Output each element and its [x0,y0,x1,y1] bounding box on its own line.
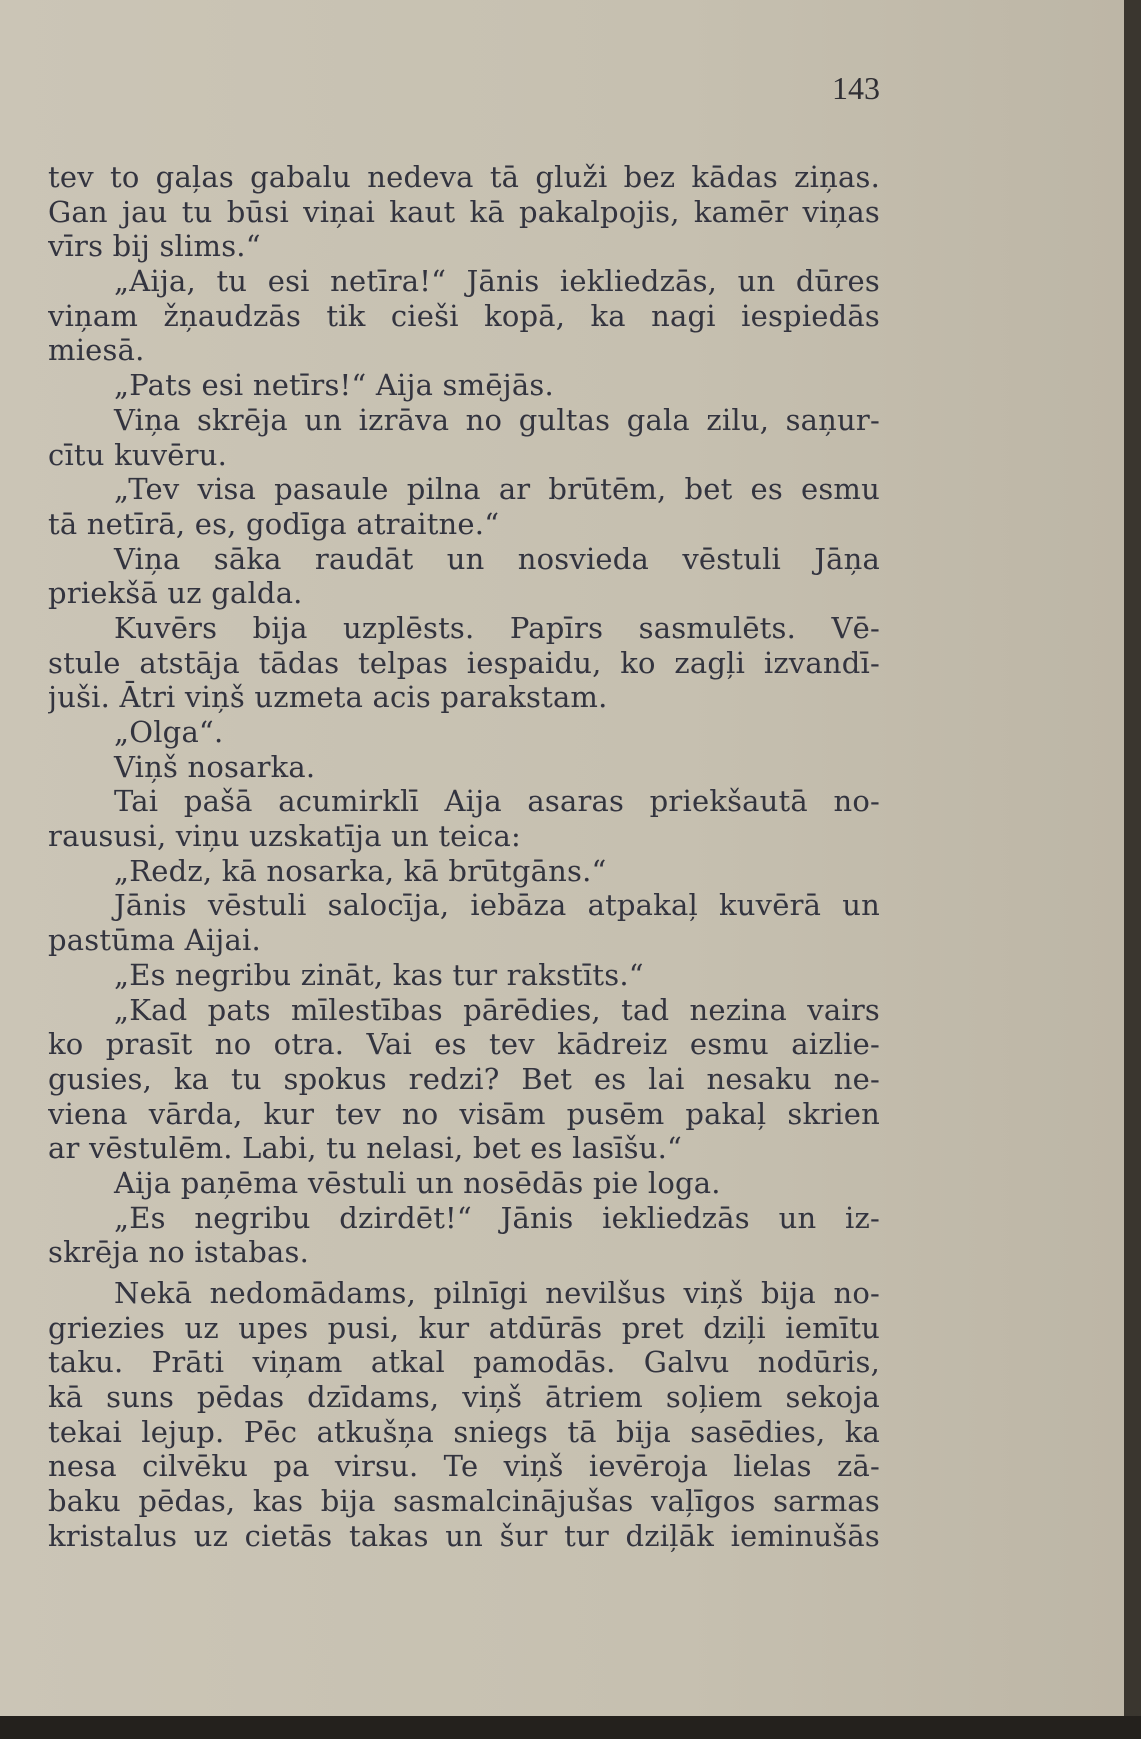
text-line: nesa cilvēku pa virsu. Te viņš ievēroja lielas zā- [48,1449,880,1484]
text-line: taku. Prāti viņam atkal pamodās. Galvu nodūris, [48,1345,880,1380]
text-line: „Kad pats mīlestības pārēdies, tad nezina vairs [114,992,880,1027]
text-line: priekšā uz galda. [48,576,303,611]
text-line: Tai pašā acumirklī Aija asaras priekšautā no- [114,784,880,819]
body-text [48,160,880,1554]
text-line: Gan jau tu būsi viņai kaut kā pakalpojis, kamēr viņas [48,194,880,229]
text-line: stule atstāja tādas telpas iespaidu, ko zagļi izvandī- [48,645,880,680]
text-line: „Aija, tu esi netīra!“ Jānis iekliedzās, un dūres [114,264,880,299]
text-line: griezies uz upes pusi, kur atdūrās pret dziļi iemītu [48,1310,880,1345]
text-line: raususi, viņu uzskatīja un teica: [48,819,521,854]
text-line: „Olga“. [114,715,224,749]
text-line: ar vēstulēm. Labi, tu nelasi, bet es lasīšu.“ [48,1131,683,1166]
text-line: Viņa skrēja un izrāva no gultas gala zilu, saņur- [114,402,880,437]
text-line: „Tev visa pasaule pilna ar brūtēm, bet es esmu [114,472,880,507]
text-line: viena vārda, kur tev no visām pusēm pakaļ skrien [48,1096,880,1131]
text-line: tekai lejup. Pēc atkušņa sniegs tā bija sasēdies, ka [48,1414,880,1449]
text-line: skrēja no istabas. [48,1235,309,1270]
text-line: baku pēdas, kas bija sasmalcinājušas vaļīgos sarmas [48,1484,880,1519]
text-line: juši. Ātri viņš uzmeta acis parakstam. [48,680,608,715]
page-edge-right [1124,0,1141,1739]
text-line: „Es negribu zināt, kas tur rakstīts.“ [114,957,644,992]
page-edge-bottom [0,1716,1141,1739]
text-line: Viņa sāka raudāt un nosvieda vēstuli Jāņa [114,541,880,576]
text-line: „Pats esi netīrs!“ Aija smējās. [114,368,554,403]
page-number: 143 [832,70,880,106]
text-line: tā netīrā, es, godīga atraitne.“ [48,506,500,541]
text-line: Viņš nosarka. [114,749,316,784]
text-line: cītu kuvēru. [48,437,228,472]
text-line: gusies, ka tu spokus redzi? Bet es lai nesaku ne- [48,1061,880,1096]
text-line: kā suns pēdas dzīdams, viņš ātriem soļiem sekoja [48,1380,880,1415]
text-line: miesā. [48,333,145,368]
text-line: tev to gaļas gabalu nedeva tā gluži bez kādas ziņas. [48,160,880,194]
text-line: viņam žņaudzās tik cieši kopā, ka nagi iespiedās [48,298,880,333]
text-line: Kuvērs bija uzplēsts. Papīrs sasmulēts. Vē- [114,610,880,645]
text-line: Aija paņēma vēstuli un nosēdās pie loga. [114,1165,721,1200]
text-line: pastūma Aijai. [48,923,261,958]
text-line: Jānis vēstuli salocīja, iebāza atpakaļ kuvērā un [114,888,880,923]
text-line: kristalus uz cietās takas un šur tur dziļāk ieminušās [48,1518,880,1553]
text-line: vīrs bij slims.“ [48,229,261,264]
text-line: ko prasīt no otra. Vai es tev kādreiz esmu aizlie- [48,1027,880,1062]
text-line: „Redz, kā nosarka, kā brūtgāns.“ [114,853,607,888]
text-line: Nekā nedomādams, pilnīgi nevilšus viņš bija no- [114,1276,880,1310]
text-line: „Es negribu dzirdēt!“ Jānis iekliedzās un iz- [114,1200,880,1235]
